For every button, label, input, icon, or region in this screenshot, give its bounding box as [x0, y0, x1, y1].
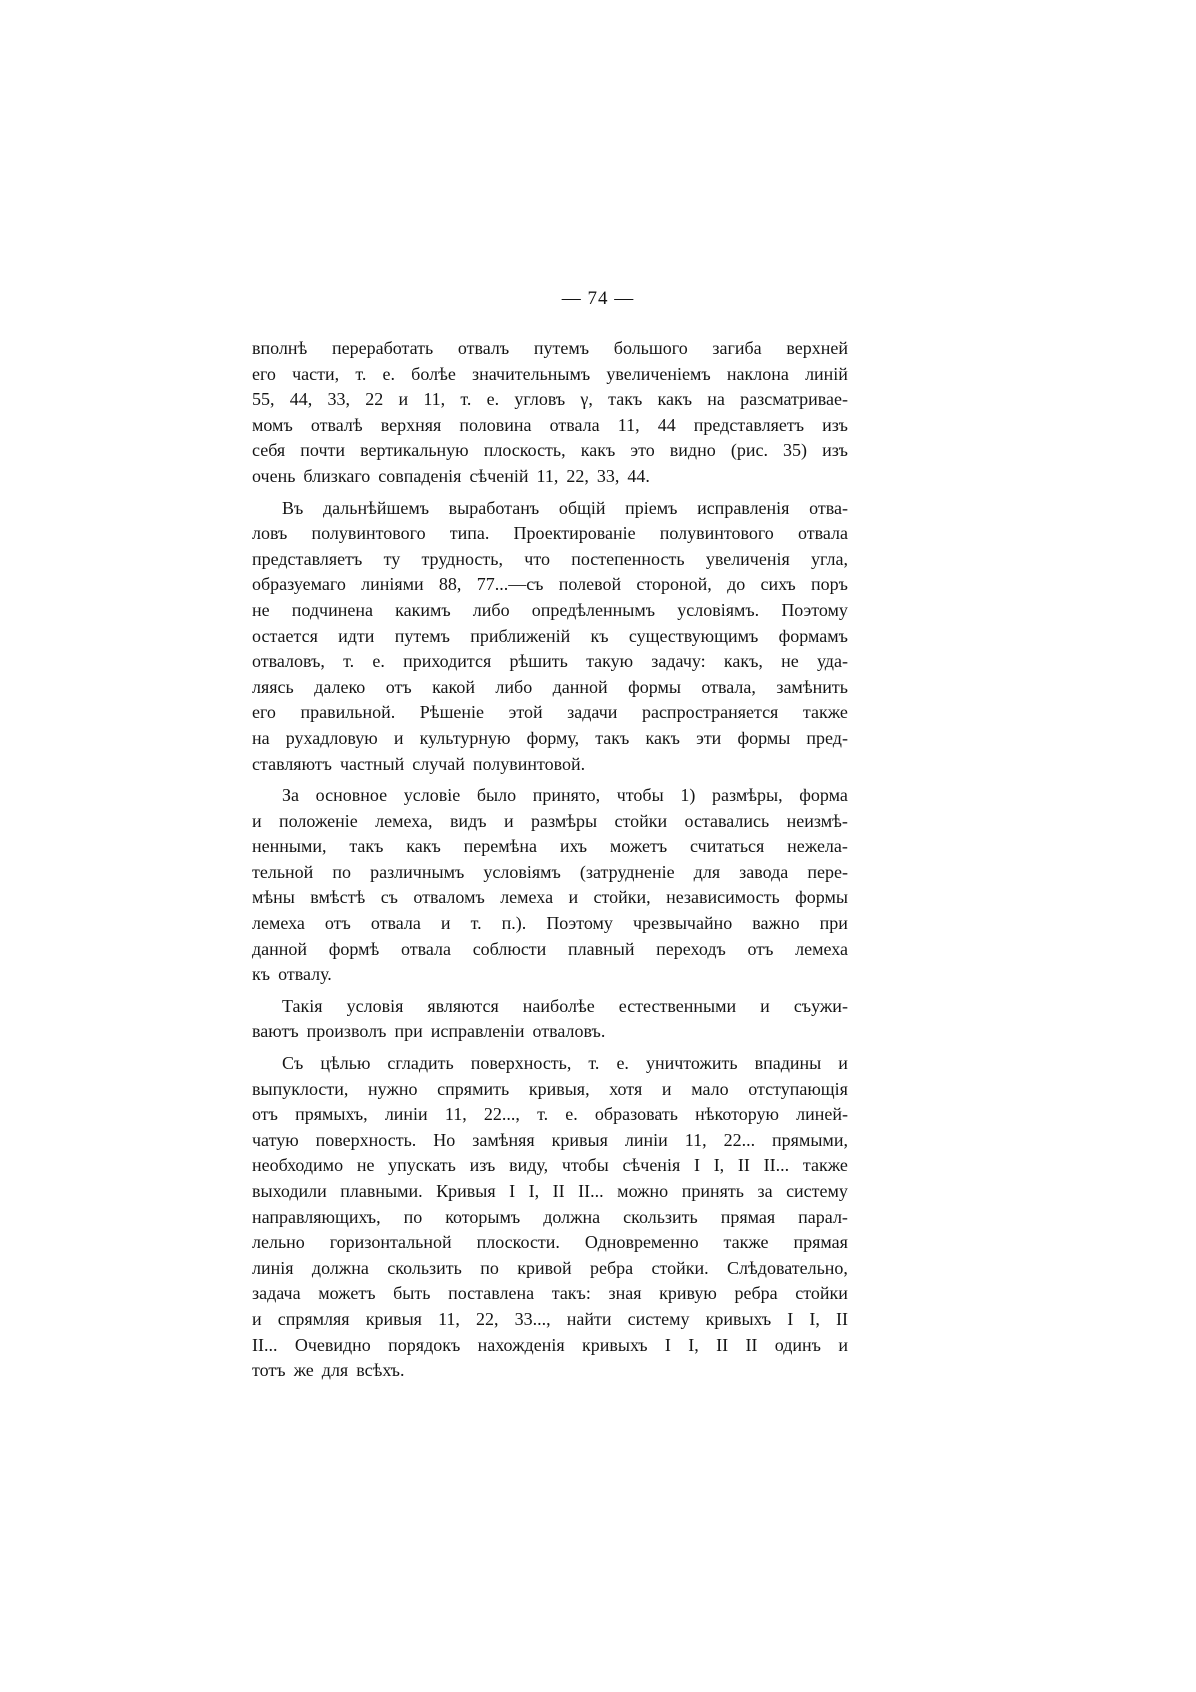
text-line: тотъ же для всѣхъ.: [252, 1360, 405, 1381]
text-line: ненными, такъ какъ перемѣна ихъ можетъ считаться нежела-: [252, 836, 848, 857]
text-line: направляющихъ, по которымъ должна скользить прямая парал-: [252, 1206, 848, 1227]
text-line: вполнѣ переработать отвалъ путемъ большого загиба верхней: [252, 338, 848, 358]
text-line: его правильной. Рѣшеніе этой задачи распространяется также: [252, 702, 848, 723]
body-text: [252, 336, 848, 1384]
text-line: лельно горизонтальной плоскости. Одновременно также прямая: [252, 1232, 848, 1253]
text-line: образуемаго линіями 88, 77...—съ полевой стороной, до сихъ поръ: [252, 574, 848, 595]
text-line: ляясь далеко отъ какой либо данной формы отвала, замѣнить: [252, 676, 848, 697]
text-line: мѣны вмѣстѣ съ отваломъ лемеха и стойки, независимость формы: [252, 887, 848, 908]
text-line: необходимо не упускать изъ виду, чтобы сѣченія I I, II II... также: [252, 1155, 848, 1176]
text-line: отъ прямыхъ, линіи 11, 22..., т. е. образовать нѣкоторую линей-: [252, 1104, 848, 1125]
text-line: къ отвалу.: [252, 964, 332, 985]
text-line: задача можетъ быть поставлена такъ: зная кривую ребра стойки: [252, 1283, 848, 1304]
text-line: и положеніе лемеха, видъ и размѣры стойки оставались неизмѣ-: [252, 810, 848, 831]
text-line: Съ цѣлью сгладить поверхность, т. е. уничтожить впадины и: [282, 1053, 848, 1074]
text-line: 55, 44, 33, 22 и 11, т. е. угловъ γ, такъ какъ на разсматривае-: [252, 389, 848, 410]
text-line: отваловъ, т. е. приходится рѣшить такую задачу: какъ, не уда-: [252, 651, 848, 672]
text-line: и спрямляя кривыя 11, 22, 33..., найти систему кривыхъ I I, II: [252, 1308, 848, 1329]
text-line: За основное условіе было принято, чтобы 1) размѣры, форма: [282, 785, 848, 806]
text-line: ваютъ произволъ при исправленіи отваловъ.: [252, 1021, 606, 1042]
text-line: II... Очевидно порядокъ нахожденія кривыхъ I I, II II одинъ и: [252, 1334, 848, 1355]
text-line: выходили плавными. Кривыя I I, II II... можно принять за систему: [252, 1181, 848, 1201]
text-line: Въ дальнѣйшемъ выработанъ общій пріемъ исправленія отва-: [282, 497, 848, 518]
text-line: ставляютъ частный случай полувинтовой.: [252, 753, 586, 774]
text-line: тельной по различнымъ условіямъ (затрудненіе для завода пере-: [252, 861, 848, 882]
text-line: его части, т. е. болѣе значительнымъ увеличеніемъ наклона линій: [252, 363, 848, 384]
text-line: выпуклости, нужно спрямить кривыя, хотя и мало отступающія: [252, 1078, 848, 1099]
text-line: линія должна скользить по кривой ребра стойки. Слѣдовательно,: [252, 1257, 848, 1278]
paragraph: [252, 496, 848, 778]
page-number: — 74 —: [561, 288, 635, 309]
text-line: на рухадловую и культурную форму, такъ какъ эти формы пред-: [252, 727, 848, 748]
paragraph: [252, 783, 848, 988]
text-line: очень близкаго совпаденія сѣченій 11, 22, 33, 44.: [252, 465, 650, 486]
text-line: остается идти путемъ приближеній къ существующимъ формамъ: [252, 625, 848, 646]
paragraph: [252, 336, 848, 490]
text-line: себя почти вертикальную плоскость, какъ это видно (рис. 35) изъ: [252, 440, 848, 461]
text-line: не подчинена какимъ либо опредѣленнымъ условіямъ. Поэтому: [252, 599, 848, 620]
text-line: лемеха отъ отвала и т. п.). Поэтому чрезвычайно важно при: [252, 913, 848, 934]
text-line: представляетъ ту трудность, что постепенность увеличенія угла,: [252, 548, 848, 569]
text-line: чатую поверхность. Но замѣняя кривыя линіи 11, 22... прямыми,: [252, 1129, 848, 1150]
paragraph: [252, 994, 848, 1045]
text-line: данной формѣ отвала соблюсти плавный переходъ отъ лемеха: [252, 938, 848, 959]
paragraph: [252, 1051, 848, 1384]
text-line: Такія условія являются наиболѣе естественными и съужи-: [282, 995, 848, 1016]
text-line: момъ отвалѣ верхняя половина отвала 11, 44 представляетъ изъ: [252, 414, 848, 435]
text-line: ловъ полувинтового типа. Проектированіе полувинтового отвала: [252, 523, 848, 544]
